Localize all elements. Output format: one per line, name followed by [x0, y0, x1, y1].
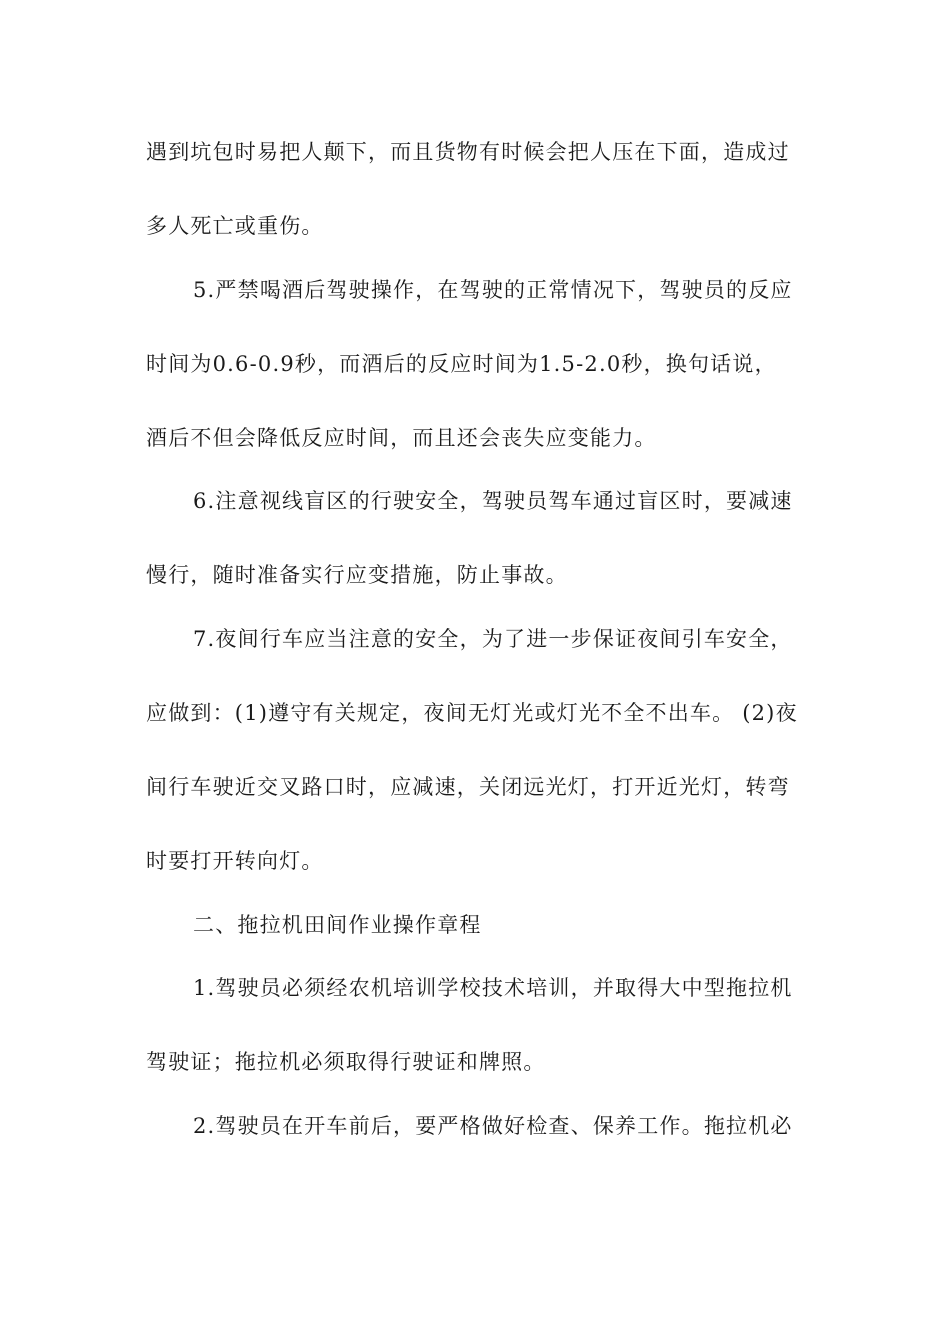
paragraph-line: 驾驶证；拖拉机必须取得行驶证和牌照。: [146, 1050, 546, 1074]
paragraph-line: 时间为0.6-0.9秒，而酒后的反应时间为1.5-2.0秒，换句话说，: [146, 352, 777, 376]
paragraph-line: 间行车驶近交叉路口时，应减速，关闭远光灯，打开近光灯，转弯: [146, 775, 790, 799]
paragraph-line: 应做到：(1)遵守有关规定，夜间无灯光或灯光不全不出车。 (2)夜: [146, 701, 798, 725]
section-heading: 二、拖拉机田间作业操作章程: [193, 913, 482, 937]
paragraph-line: 2.驾驶员在开车前后，要严格做好检查、保养工作。拖拉机必: [193, 1114, 793, 1138]
paragraph-line: 多人死亡或重伤。: [146, 214, 324, 238]
paragraph-line: 时要打开转向灯。: [146, 849, 324, 873]
paragraph-line: 遇到坑包时易把人颠下，而且货物有时候会把人压在下面，造成过: [146, 140, 790, 164]
paragraph-line: 5.严禁喝酒后驾驶操作，在驾驶的正常情况下，驾驶员的反应: [193, 278, 793, 302]
paragraph-line: 酒后不但会降低反应时间，而且还会丧失应变能力。: [146, 426, 657, 450]
paragraph-line: 7.夜间行车应当注意的安全，为了进一步保证夜间引车安全，: [193, 627, 793, 651]
paragraph-line: 慢行，随时准备实行应变措施，防止事故。: [146, 563, 568, 587]
paragraph-line: 1.驾驶员必须经农机培训学校技术培训，并取得大中型拖拉机: [193, 976, 793, 1000]
paragraph-line: 6.注意视线盲区的行驶安全，驾驶员驾车通过盲区时，要减速: [193, 489, 793, 513]
